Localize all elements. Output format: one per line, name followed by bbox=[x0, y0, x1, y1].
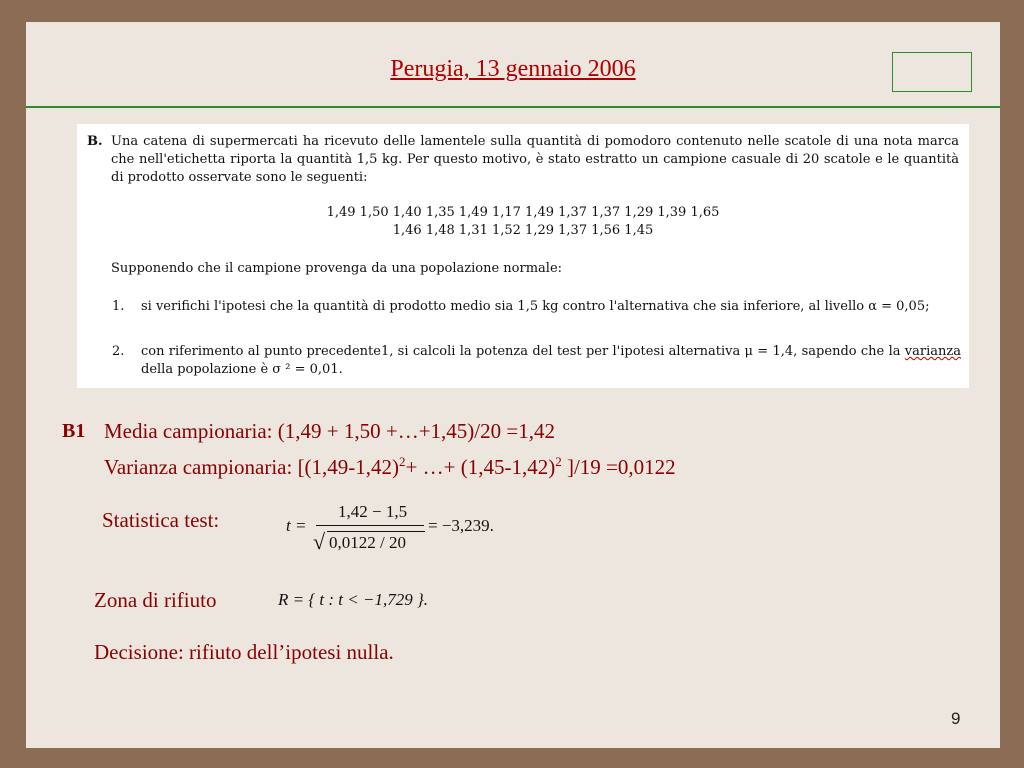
t-lhs: t = bbox=[286, 516, 307, 535]
item-2-number: 2. bbox=[112, 344, 125, 359]
problem-statement-image bbox=[77, 124, 969, 388]
header-divider bbox=[26, 106, 1000, 108]
data-row-1: 1,49 1,50 1,40 1,35 1,49 1,17 1,49 1,37 1,37 1,29 1,39 1,65 bbox=[326, 205, 720, 220]
solution-label: B1 bbox=[62, 420, 86, 442]
item-1-text: si verifichi l'ipotesi che la quantità di prodotto medio sia 1,5 kg contro l'alternativa che sia inferiore, al livello α = 0,05; bbox=[141, 299, 930, 314]
varianza-line: Varianza campionaria: [$(1,49-1,42)^2+$ …+ $(1,45-1,42)^2$ ]/19 =0,0122 bbox=[104, 454, 676, 479]
fraction-bar bbox=[316, 525, 424, 526]
t-numerator: 1,42 − 1,5 bbox=[338, 502, 408, 521]
slide bbox=[26, 22, 1000, 748]
sqrt-icon: √ bbox=[313, 529, 326, 554]
green-placeholder-box bbox=[892, 52, 972, 92]
problem-label: B. bbox=[87, 134, 103, 149]
item-2-text: con riferimento al punto precedente1, si calcoli la potenza del test per l'ipotesi alternativa μ = 1,4, sapendo che la varianza della popolazione è σ ² = 0,01. bbox=[141, 344, 961, 377]
decisione-line: Decisione: rifiuto dell’ipotesi nulla. bbox=[94, 640, 394, 664]
zona-label: Zona di rifiuto bbox=[94, 588, 217, 612]
t-denominator: 0,0122 / 20 bbox=[329, 533, 406, 552]
item-1-number: 1. bbox=[112, 299, 125, 314]
t-result: = −3,239. bbox=[428, 516, 494, 535]
problem-intro: Una catena di supermercati ha ricevuto delle lamentele sulla quantità di pomodoro contenuto nelle scatole di una nota marca che nell'etichetta riporta la quantità 1,5 kg. Per questo motivo, è stato estratto un campione casuale di 20 scatole e le quantità di prodotto osservate sono le seguenti: bbox=[111, 134, 959, 185]
statistica-label: Statistica test: bbox=[102, 508, 220, 532]
zona-equation: R = { t : t < −1,729 }. bbox=[278, 590, 429, 609]
sqrt-overline bbox=[327, 531, 425, 532]
data-row-2: 1,46 1,48 1,31 1,52 1,29 1,37 1,56 1,45 bbox=[392, 223, 654, 238]
page-number: 9 bbox=[951, 709, 961, 728]
media-line: Media campionaria: (1,49 + 1,50 +…+1,45)/20 =1,42 bbox=[104, 419, 555, 443]
problem-assumption: Supponendo che il campione provenga da una popolazione normale: bbox=[111, 261, 563, 276]
slide-title: Perugia, 13 gennaio 2006 bbox=[390, 56, 636, 82]
